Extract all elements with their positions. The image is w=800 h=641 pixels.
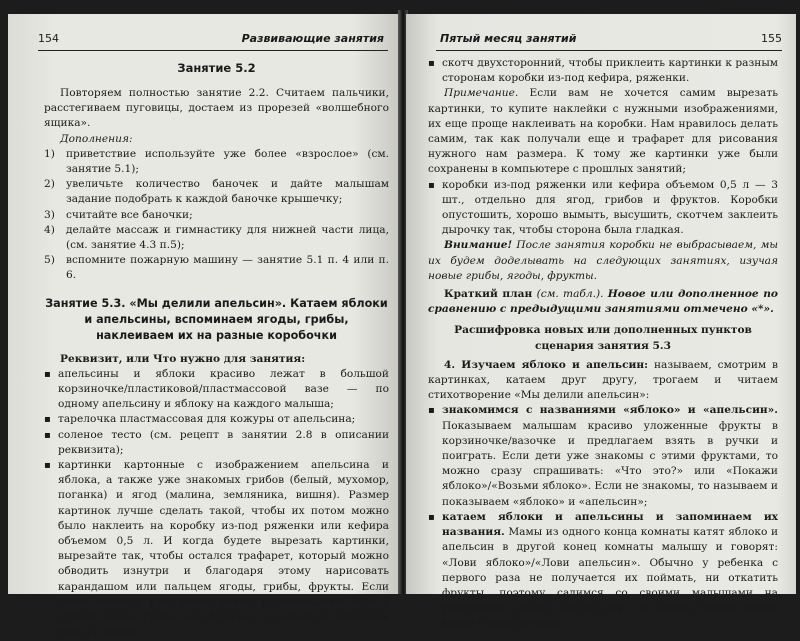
lesson-5-3-heading: Занятие 5.3. «Мы делили апельсин». Катаем яблоки и апельсины, вспоминаем ягоды, грибы, наклеиваем их на разные коробочки — [45, 296, 388, 342]
addition-item: 5) вспомните пожарную машину — занятие 5.1 п. 4 или п. 6. — [44, 254, 389, 282]
right-running-title: Пятый месяц занятий — [440, 32, 577, 45]
addition-item: 3) считайте все баночки; — [44, 208, 193, 221]
subitem: ▪ катаем яблоки и апельсины и запоминаем их названия. Мамы из одного конца комнаты катят яблоко и апельсин в другой конец комнаты малышу и говорят: «Лови яблоко»/«Лови апельсин». Обычно у ребенка с первого раза не получается их поймать, ни откатить фрукты, поэтому садимся со своими малышами на расстоянии одного метра друг от друга, берем ручки крохи в свои ручки и — [428, 510, 778, 632]
item-4-label: 4. Изучаем яблоко и апельсин: — [444, 358, 649, 371]
addition-item: 4) делайте массаж и гимнастику для нижней части лица, (см. занятие 4.3 п.5); — [44, 223, 389, 252]
attention-label: Внимание! — [444, 239, 513, 252]
item-4-paragraph — [428, 358, 778, 404]
requisite-item: ▪ картинки картонные с изображением апельсина и яблока, а также уже знакомых грибов (белый, мухомор, поганка) и ягод (малина, земляника, вишня). Размер картинок лучше сделать такой, чтобы их потом можно было наклеить на коробку из-под ряженки или кефира объемом 0,5 л. И когда будете вырезать картинки, вырезайте так, чтобы остался трафарет, который можно обводить изнутри и благодаря этому нарисовать карандашом или пальцем ягоды, грибы, фрукты. Если ваши малыши уже точно знают и показывают еще и другие ягоды, грибы или фрукты, то вырежьте картинки еще и с ними; — [44, 458, 389, 640]
addition-item: 2) увеличьте количество баночек и дайте малышам задание подобрать к каждой баночке крышечку; — [44, 178, 389, 206]
requisite-item: ▪ скотч двухсторонний, чтобы приклеить картинки к разным сторонам коробки из-под кефира, ряженки. — [428, 56, 778, 86]
right-page-content — [428, 56, 778, 632]
right-page-number: 155 — [761, 32, 782, 45]
addition-item: 1) приветствие используйте уже более «взрослое» (см. занятие 5.1); — [44, 147, 389, 176]
item-4-text: называем, смотрим в картинках, катаем друг другу, трогаем и читаем стихотворение «Мы делили апельсин»: — [428, 358, 778, 402]
note-text: Если вам не хочется самим вырезать картинки, то купите наклейки с нужными изображениями, их еще проще наклеивать на коробки. Нам нравилось делать самим, так как получали еще и трафарет для рисования нужного нам размера. К тому же картинки уже были сохранены в компьютере с прошлых занятий; — [428, 87, 778, 176]
lesson-5-2-heading: Занятие 5.2 — [177, 61, 256, 75]
requisites-list-continued — [428, 56, 778, 86]
plan-label: Краткий план — [444, 288, 533, 301]
additions-list — [44, 147, 389, 284]
requisites-heading: Реквизит, или Что нужно для занятия: — [60, 352, 306, 365]
lesson-5-2-intro: Повторяем полностью занятие 2.2. Считаем пальчики, расстегиваем пуговицы, достаем из прорезей «волшебного ящика». — [44, 87, 389, 130]
additions-label: Дополнения: — [60, 132, 133, 145]
note-paragraph — [428, 86, 778, 177]
right-header-rule — [436, 50, 782, 51]
requisites-list-continued-2 — [428, 178, 778, 239]
right-running-head — [436, 32, 782, 48]
requisite-item: ▪ коробки из-под ряженки или кефира объемом 0,5 л — 3 шт., отдельно для ягод, грибов и фруктов. Коробки опустошить, хорошо вымыть, высушить, скотчем заклеить дырочку так, чтобы сторона была гладкая. — [428, 178, 778, 239]
plan-text: Новое или дополненное по сравнению с предыдущими занятиями отмечено «*». — [428, 288, 778, 316]
attention-text: После занятия коробки не выбрасываем, мы их будем доделывать на следующих занятиях, изучая новые грибы, ягоды, фрукты. — [428, 239, 778, 282]
attention-paragraph — [428, 238, 778, 284]
left-header-rule — [38, 50, 388, 51]
item-4-subitems — [428, 403, 778, 631]
left-running-title: Развивающие занятия — [241, 32, 384, 45]
left-page-content — [44, 56, 389, 641]
left-running-head — [38, 32, 388, 48]
left-page-number: 154 — [38, 32, 59, 45]
plan-paragraph — [428, 287, 778, 317]
requisite-item: ▪ апельсины и яблоки красиво лежат в большой корзиночке/пластиковой/пластмассовой вазе — по одному апельсину и яблоку на каждого малыша; — [44, 367, 389, 413]
right-page — [406, 14, 796, 630]
left-page — [8, 14, 400, 639]
subitem: ▪ знакомимся с названиями «яблоко» и «апельсин». Показываем малышам красиво уложенные фрукты в корзиночке/вазочке и предлагаем взять в ручки и поиграть. Если дети уже знакомы с этими фруктами, то можно сразу спрашивать: «Что это?» или «Покажи яблоко»/«Возьми яблоко». Если не знакомы, то называем и показываем «яблоко» и «апельсин»; — [428, 403, 778, 509]
section-heading: Расшифровка новых или дополненных пунктов сценария занятия 5.3 — [454, 324, 752, 352]
plan-paren: (см. табл.). — [536, 288, 604, 301]
note-label: Примечание. — [444, 87, 519, 100]
requisite-item: ▪ тарелочка пластмассовая для кожуры от апельсина; — [44, 412, 389, 427]
requisites-list — [44, 367, 389, 641]
requisite-item: ▪ соленое тесто (см. рецепт в занятии 2.8 в описании реквизита); — [44, 428, 389, 458]
